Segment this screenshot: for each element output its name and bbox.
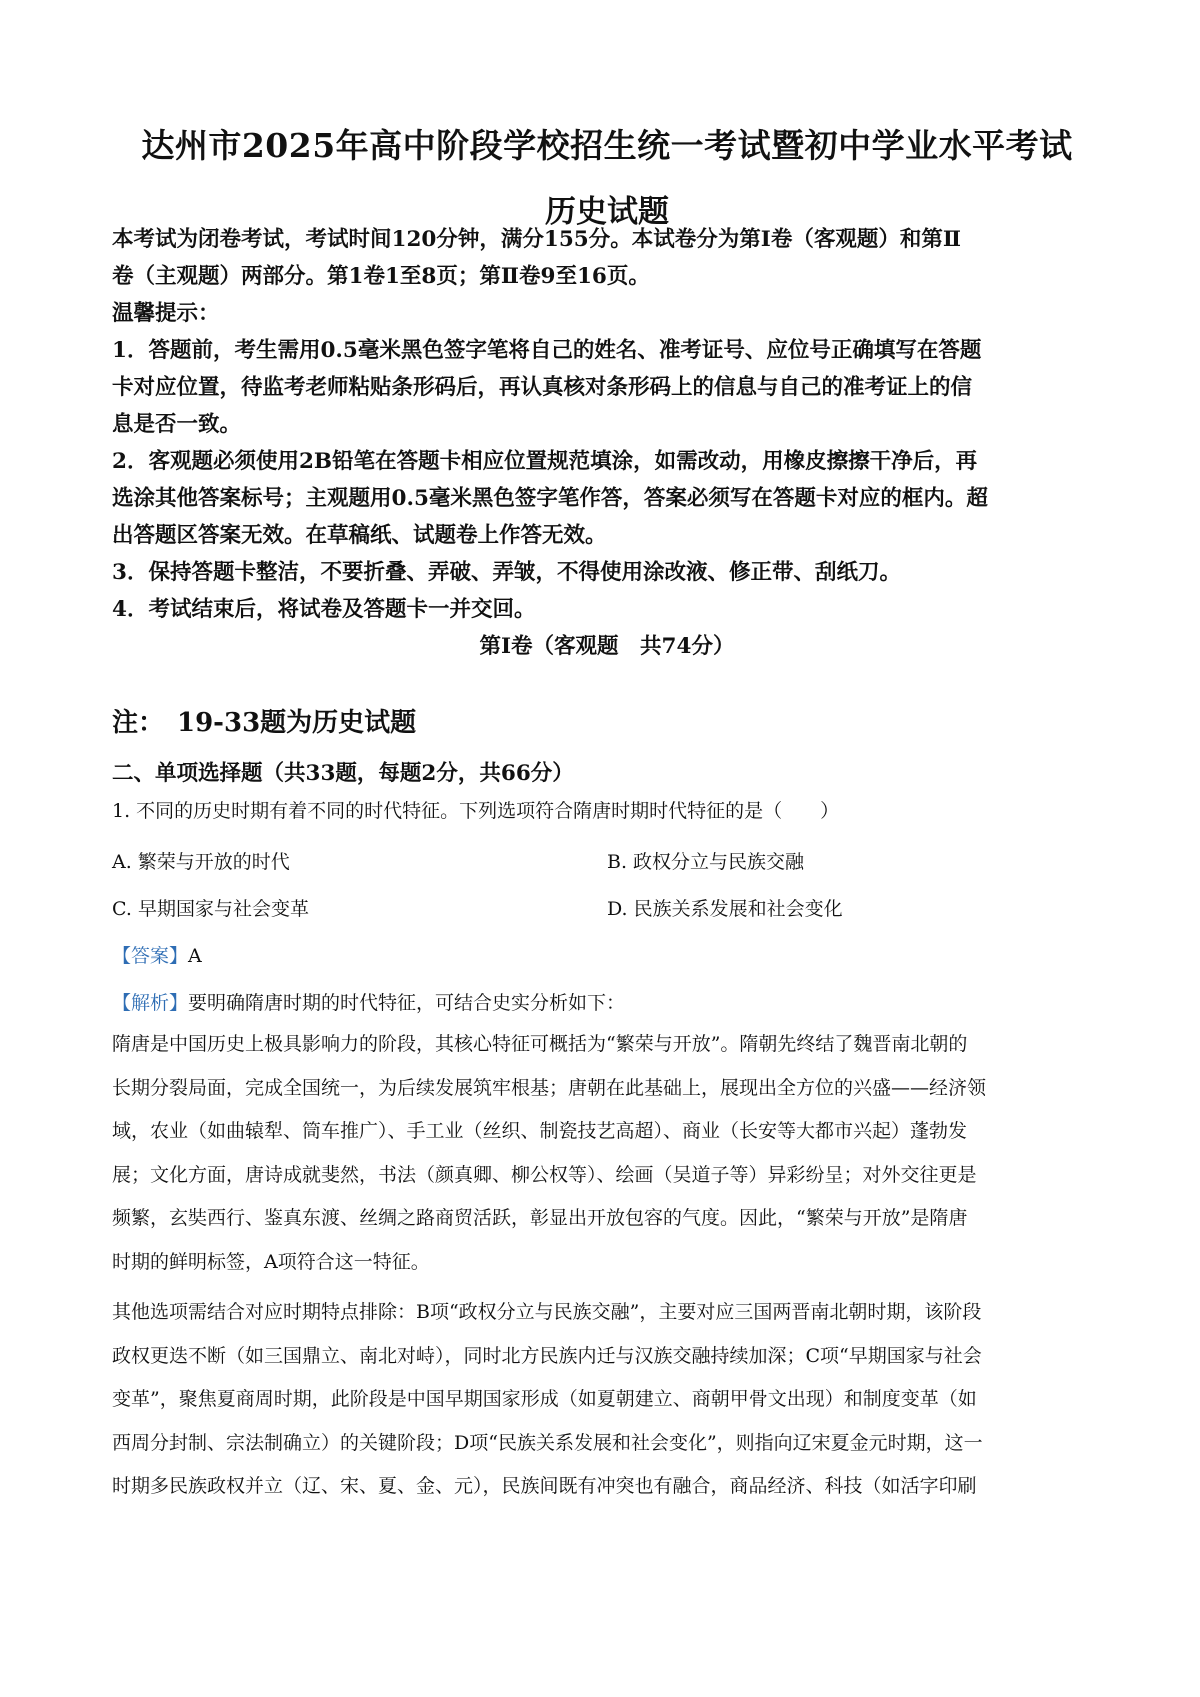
option-d: D. 民族关系发展和社会变化	[607, 898, 843, 920]
rule-line: 2．客观题必须使用2B铅笔在答题卡相应位置规范填涂，如需改动，用橡皮擦擦干净后，再	[112, 449, 978, 474]
rule-line: 4．考试结束后，将试卷及答题卡一并交回。	[112, 597, 536, 622]
tip-heading: 温馨提示：	[112, 301, 220, 326]
part-heading: 第Ⅰ卷（客观题 共74分）	[479, 634, 735, 659]
answer-line	[112, 941, 1102, 968]
paragraph-line: 展；文化方面，唐诗成就斐然，书法（颜真卿、柳公权等）、绘画（吴道子等）异彩纷呈；对外交往更是	[112, 1163, 977, 1186]
intro-line: 本考试为闭卷考试，考试时间120分钟，满分155分。本试卷分为第Ⅰ卷（客观题）和第Ⅱ	[112, 227, 961, 252]
analysis-intro: 要明确隋唐时期的时代特征，可结合史实分析如下：	[188, 992, 626, 1014]
rule-line: 息是否一致。	[112, 412, 242, 437]
option-a: A. 繁荣与开放的时代	[112, 851, 290, 873]
rule-line: 卡对应位置，待监考老师粘贴条形码后，再认真核对条形码上的信息与自己的准考证上的信	[112, 375, 973, 400]
paragraph-line: 时期多民族政权并立（辽、宋、夏、金、元），民族间既有冲突也有融合，商品经济、科技（如活字印刷	[112, 1475, 977, 1498]
answer-tag: 【答案】	[112, 945, 189, 967]
rule-line: 1．答题前，考生需用0.5毫米黑色签字笔将自己的姓名、准考证号、应位号正确填写在答题	[112, 338, 982, 363]
analysis-paragraph-1	[112, 1023, 1102, 1285]
paragraph-line: 其他选项需结合对应时期特点排除：B项“政权分立与民族交融”，主要对应三国两晋南北朝时期，该阶段	[112, 1301, 982, 1323]
paragraph-line: 隋唐是中国历史上极具影响力的阶段，其核心特征可概括为“繁荣与开放”。隋朝先终结了魏晋南北朝的	[112, 1033, 968, 1055]
answer-value: A	[188, 945, 202, 967]
question-stem: 1. 不同的历史时期有着不同的时代特征。下列选项符合隋唐时期时代特征的是（ ）	[112, 800, 840, 822]
paragraph-line: 时期的鲜明标签，A项符合这一特征。	[112, 1250, 430, 1273]
analysis-tag: 【解析】	[112, 992, 189, 1014]
exam-title: 达州市2025年高中阶段学校招生统一考试暨初中学业水平考试	[141, 126, 1073, 165]
rule-line: 3．保持答题卡整洁，不要折叠、弄破、弄皱，不得使用涂改液、修正带、刮纸刀。	[112, 560, 901, 585]
paragraph-line: 长期分裂局面，完成全国统一，为后续发展筑牢根基；唐朝在此基础上，展现出全方位的兴盛——经济领	[112, 1076, 987, 1099]
paragraph-line: 频繁，玄奘西行、鉴真东渡、丝绸之路商贸活跃，彰显出开放包容的气度。因此，“繁荣与开放”是隋唐	[112, 1207, 968, 1230]
paragraph-line: 变革”，聚焦夏商周时期，此阶段是中国早期国家形成（如夏朝建立、商朝甲骨文出现）和制度变革（如	[112, 1388, 977, 1411]
instructions	[112, 221, 1102, 665]
note-heading: 注： 19-33题为历史试题	[112, 708, 417, 738]
rule-line: 出答题区答案无效。在草稿纸、试题卷上作答无效。	[112, 523, 607, 548]
exam-subject-title: 历史试题	[545, 194, 669, 230]
option-b: B. 政权分立与民族交融	[607, 851, 805, 873]
analysis-paragraph-2	[112, 1291, 1102, 1509]
option-c: C. 早期国家与社会变革	[112, 898, 309, 920]
section-heading: 二、单项选择题（共33题，每题2分，共66分）	[112, 761, 574, 786]
analysis-line	[112, 988, 1102, 1015]
paragraph-line: 西周分封制、宗法制确立）的关键阶段；D项“民族关系发展和社会变化”，则指向辽宋夏金元时期，这一	[112, 1431, 983, 1454]
intro-line: 卷（主观题）两部分。第1卷1至8页；第Ⅱ卷9至16页。	[112, 264, 650, 289]
rule-line: 选涂其他答案标号；主观题用0.5毫米黑色签字笔作答，答案必须写在答题卡对应的框内。超	[112, 486, 988, 511]
paragraph-line: 域，农业（如曲辕犁、筒车推广）、手工业（丝织、制瓷技艺高超）、商业（长安等大都市兴起）蓬勃发	[112, 1120, 968, 1143]
paragraph-line: 政权更迭不断（如三国鼎立、南北对峙），同时北方民族内迁与汉族交融持续加深；C项“早期国家与社会	[112, 1344, 982, 1367]
